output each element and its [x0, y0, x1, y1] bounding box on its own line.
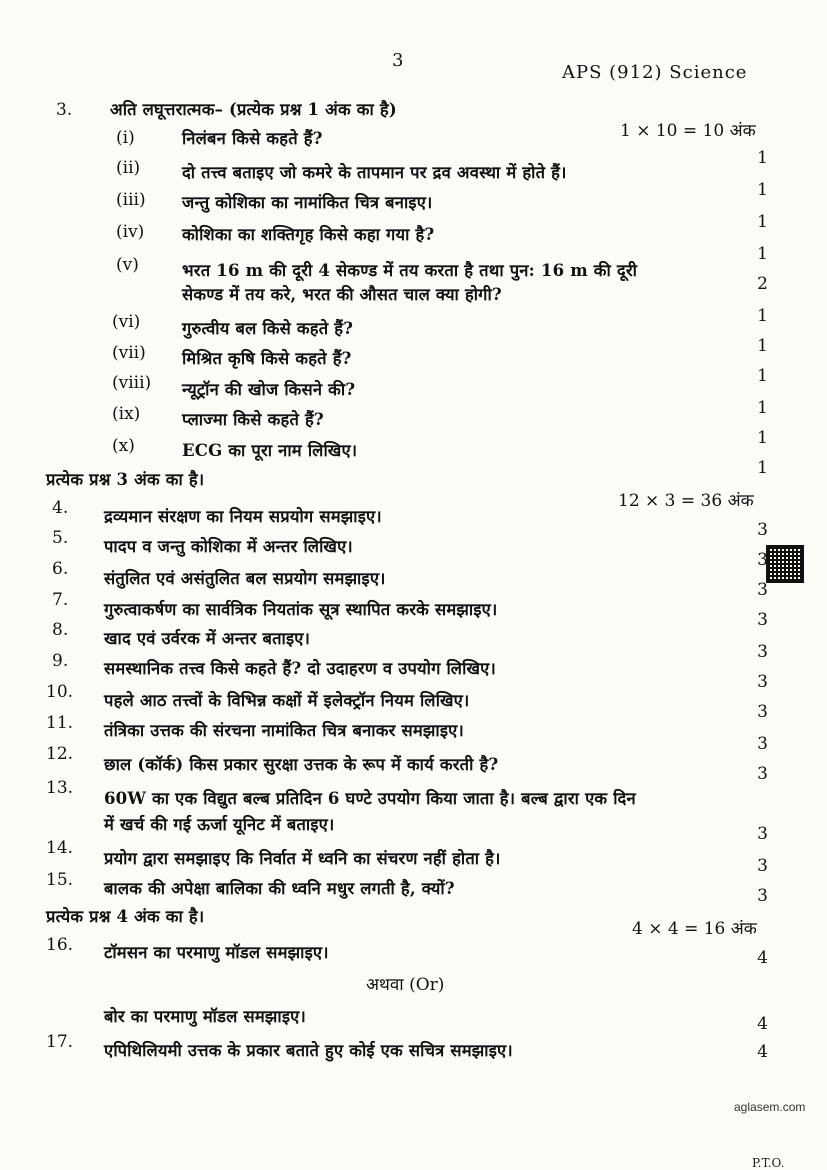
question-mark: 3 — [757, 824, 768, 844]
section-heading: प्रत्येक प्रश्न 4 अंक का है। — [46, 907, 205, 926]
item-label: (iv) — [116, 222, 145, 242]
item-label: (i) — [116, 128, 135, 148]
question-mark: 4 — [757, 948, 768, 968]
question-number: 7. — [52, 590, 69, 610]
item-label: (ix) — [112, 404, 141, 424]
question-text: 60W का एक विद्युत बल्ब प्रतिदिन 6 घण्टे उपयोग किया जाता है। बल्ब द्वारा एक दिन — [104, 789, 636, 808]
question-mark: 3 — [757, 764, 768, 784]
question-mark: 3 — [757, 580, 768, 600]
question-mark: 3 — [757, 550, 768, 570]
question-number: 6. — [52, 559, 69, 579]
section-heading: प्रत्येक प्रश्न 3 अंक का है। — [46, 470, 205, 489]
question-text: पहले आठ तत्त्वों के विभिन्न कक्षों में इलेक्ट्रॉन नियम लिखिए। — [104, 691, 470, 710]
question-number: 12. — [46, 744, 74, 764]
question-number: 13. — [46, 778, 74, 798]
item-text: ECG का पूरा नाम लिखिए। — [182, 441, 358, 460]
item-text: न्यूट्रॉन की खोज किसने की? — [182, 380, 356, 399]
question-text: तंत्रिका उत्तक की संरचना नामांकित चित्र बनाकर समझाइए। — [104, 721, 464, 740]
question-text: पादप व जन्तु कोशिका में अन्तर लिखिए। — [104, 537, 353, 556]
section-number: 3. — [56, 100, 73, 120]
question-text: टॉमसन का परमाणु मॉडल समझाइए। — [104, 943, 329, 962]
item-text: गुरुत्वीय बल किसे कहते हैं? — [182, 319, 354, 338]
item-mark: 1 — [757, 366, 768, 386]
item-label: (vii) — [112, 343, 146, 363]
or-label: अथवा (Or) — [366, 975, 445, 995]
item-text: भरत 16 m की दूरी 4 सेकण्ड में तय करता है तथा पुन: 16 m की दूरी — [182, 261, 638, 280]
question-mark: 3 — [757, 642, 768, 662]
item-text: जन्तु कोशिका का नामांकित चित्र बनाइए। — [182, 193, 433, 212]
item-mark: 1 — [757, 244, 768, 264]
question-mark: 3 — [757, 856, 768, 876]
item-text: निलंबन किसे कहते हैं? — [182, 129, 323, 148]
question-number: 8. — [52, 620, 69, 640]
item-text-continued: सेकण्ड में तय करे, भरत की औसत चाल क्या होगी? — [182, 285, 502, 304]
item-label: (v) — [116, 255, 139, 275]
item-label: (x) — [112, 436, 135, 456]
question-mark: 3 — [757, 734, 768, 754]
question-mark: 3 — [757, 520, 768, 540]
item-text: दो तत्त्व बताइए जो कमरे के तापमान पर द्रव अवस्था में होते हैं। — [182, 163, 567, 182]
question-text: गुरुत्वाकर्षण का सार्वत्रिक नियतांक सूत्र स्थापित करके समझाइए। — [104, 600, 498, 619]
question-mark: 4 — [757, 1014, 768, 1034]
question-text: बोर का परमाणु मॉडल समझाइए। — [104, 1007, 306, 1026]
question-text: समस्थानिक तत्त्व किसे कहते हैं? दो उदाहरण व उपयोग लिखिए। — [104, 659, 496, 678]
item-label: (vi) — [112, 312, 141, 332]
question-text: एपिथिलियमी उत्तक के प्रकार बताते हुए कोई एक सचित्र समझाइए। — [104, 1041, 513, 1060]
item-text: प्लाज्मा किसे कहते हैं? — [182, 410, 324, 429]
section-total: 4 × 4 = 16 अंक — [632, 919, 757, 939]
item-mark: 1 — [757, 398, 768, 418]
question-mark: 3 — [757, 610, 768, 630]
question-mark: 3 — [757, 672, 768, 692]
item-text: मिश्रित कृषि किसे कहते हैं? — [182, 349, 352, 368]
item-mark: 1 — [757, 336, 768, 356]
question-text: प्रयोग द्वारा समझाइए कि निर्वात में ध्वनि का संचरण नहीं होता है। — [104, 849, 501, 868]
section-title: अति लघूत्तरात्मक– (प्रत्येक प्रश्न 1 अंक का है) — [110, 100, 397, 119]
question-number: 16. — [46, 935, 74, 955]
question-number: 17. — [46, 1032, 74, 1052]
item-label: (iii) — [116, 190, 146, 210]
question-text: द्रव्यमान संरक्षण का नियम सप्रयोग समझाइए। — [104, 507, 382, 526]
watermark: aglasem.com — [734, 1100, 806, 1114]
question-number: 5. — [52, 528, 69, 548]
question-text-continued: में खर्च की गई ऊर्जा यूनिट में बताइए। — [104, 815, 335, 834]
question-text: संतुलित एवं असंतुलित बल सप्रयोग समझाइए। — [104, 569, 386, 588]
page-turn-note: P.T.O. — [752, 1156, 785, 1170]
item-mark: 1 — [757, 306, 768, 326]
question-number: 15. — [46, 870, 74, 890]
item-mark: 1 — [757, 428, 768, 448]
item-text: कोशिका का शक्तिगृह किसे कहा गया है? — [182, 225, 435, 244]
section-total: 1 × 10 = 10 अंक — [620, 121, 756, 141]
question-mark: 3 — [757, 886, 768, 906]
question-number: 10. — [46, 682, 74, 702]
item-mark: 2 — [757, 274, 768, 294]
question-text: बालक की अपेक्षा बालिका की ध्वनि मधुर लगती है, क्यों? — [104, 879, 455, 898]
paper-code: APS (912) Science — [562, 62, 748, 83]
question-number: 9. — [52, 651, 69, 671]
item-mark: 1 — [757, 458, 768, 478]
question-text: खाद एवं उर्वरक में अन्तर बताइए। — [104, 629, 311, 648]
item-mark: 1 — [757, 180, 768, 200]
question-mark: 4 — [757, 1042, 768, 1062]
item-mark: 1 — [757, 148, 768, 168]
item-label: (ii) — [116, 158, 141, 178]
item-mark: 1 — [757, 212, 768, 232]
question-number: 11. — [46, 713, 74, 733]
item-label: (viii) — [112, 373, 152, 393]
page-number: 3 — [392, 50, 404, 71]
question-number: 14. — [46, 838, 74, 858]
section-total: 12 × 3 = 36 अंक — [618, 491, 754, 511]
question-number: 4. — [52, 498, 69, 518]
qr-code-icon — [768, 547, 802, 581]
question-mark: 3 — [757, 702, 768, 722]
question-text: छाल (कॉर्क) किस प्रकार सुरक्षा उत्तक के रूप में कार्य करती है? — [104, 755, 499, 774]
